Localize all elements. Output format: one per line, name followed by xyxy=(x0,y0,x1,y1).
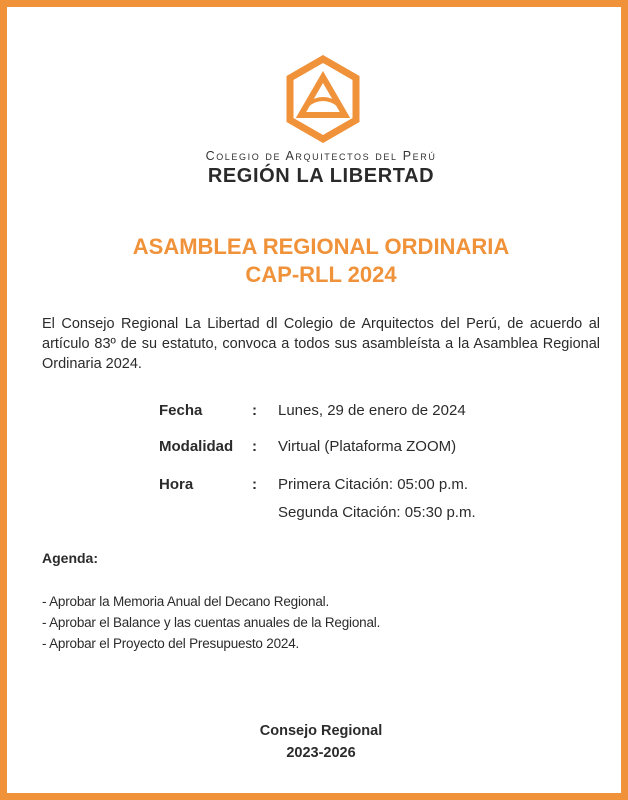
detail-label: Hora xyxy=(159,476,194,493)
detail-value: Lunes, 29 de enero de 2024 xyxy=(278,402,466,419)
detail-label: Fecha xyxy=(159,402,203,419)
org-name: Colegio de Arquitectos del Perú xyxy=(205,149,437,163)
detail-row-hora-2 xyxy=(7,504,628,526)
detail-row-hora xyxy=(7,476,628,498)
agenda-item: - Aprobar el Proyecto del Presupuesto 2024. xyxy=(42,636,300,651)
detail-row-fecha xyxy=(7,402,628,424)
intro-paragraph: El Consejo Regional La Libertad dl Colegio de Arquitectos del Perú, de acuerdo al artículo 83º de su estatuto, convoca a todos sus asambleísta a la Asamblea Regional Ordinaria 2024. xyxy=(42,316,600,372)
detail-label: Modalidad xyxy=(159,438,234,455)
org-region: REGIÓN LA LIBERTAD xyxy=(207,165,435,187)
signature-line-1: Consejo Regional xyxy=(259,723,383,739)
detail-value: Virtual (Plataforma ZOOM) xyxy=(278,438,457,455)
detail-row-modalidad xyxy=(7,438,628,460)
detail-value: Segunda Citación: 05:30 p.m. xyxy=(278,504,476,521)
agenda-label: Agenda: xyxy=(42,550,98,566)
detail-colon: : xyxy=(252,476,257,493)
hexagon-triangle-logo-icon xyxy=(285,55,361,143)
agenda-list xyxy=(42,591,380,654)
detail-value: Primera Citación: 05:00 p.m. xyxy=(278,476,469,493)
detail-colon: : xyxy=(252,438,257,455)
signature-block xyxy=(7,720,628,764)
agenda-item: - Aprobar la Memoria Anual del Decano Regional. xyxy=(42,594,330,609)
agenda-item: - Aprobar el Balance y las cuentas anuales de la Regional. xyxy=(42,615,381,630)
page-title xyxy=(7,233,628,289)
signature-line-2: 2023-2026 xyxy=(286,745,356,761)
title-line-1: ASAMBLEA REGIONAL ORDINARIA xyxy=(132,234,510,259)
title-line-2: CAP-RLL 2024 xyxy=(245,262,397,287)
detail-colon: : xyxy=(252,402,257,419)
